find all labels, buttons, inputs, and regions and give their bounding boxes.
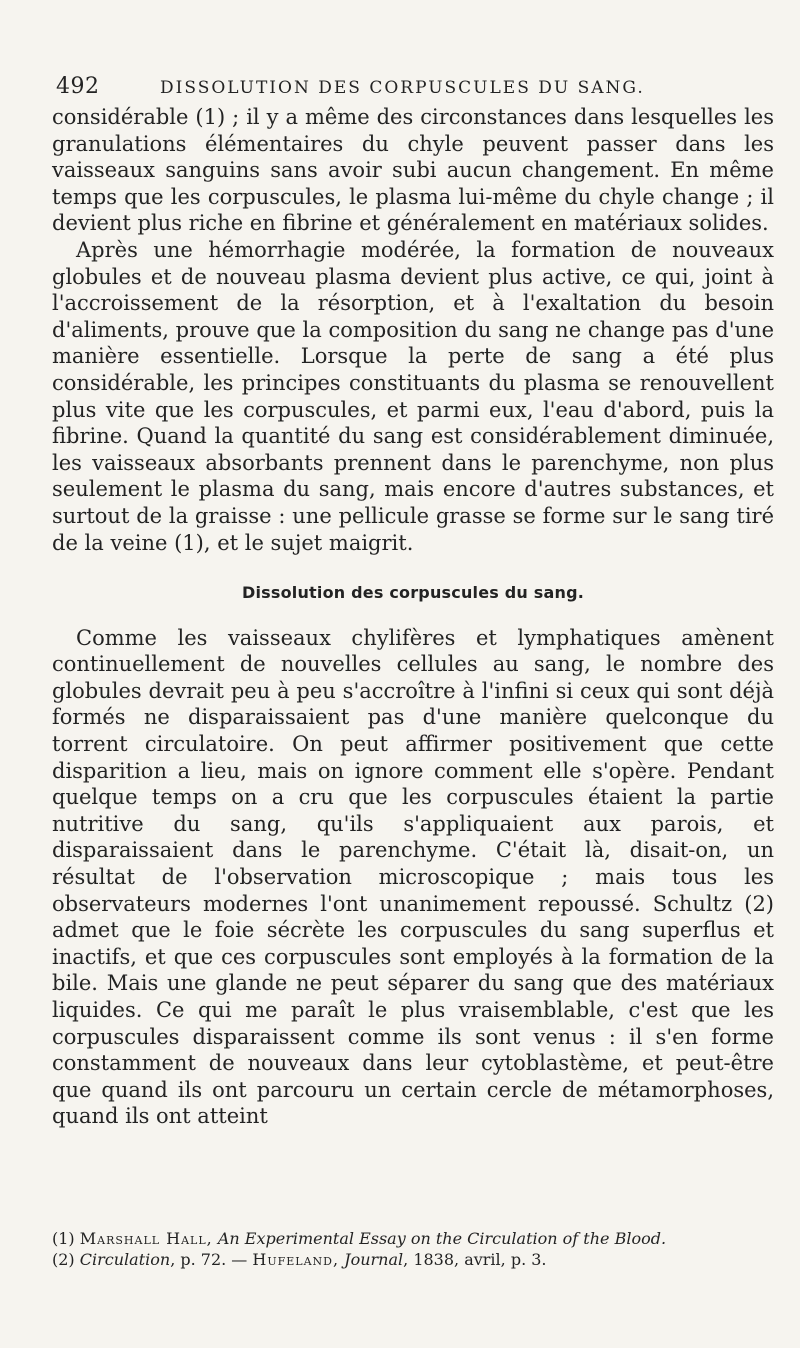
paragraph-continuation: considérable (1) ; il y a même des circonstances dans lesquelles les granulations élémentaires du chyle peuvent passer dans les vaisseaux sanguins sans avoir subi aucun changement. En même temps que les corpuscules, le plasma lui-même du chyle change ; il devient plus riche en fibrine et généralement en matériaux solides.	[52, 105, 774, 236]
footnote-2	[52, 1249, 774, 1270]
footnote-2-pages: , p. 72. —	[170, 1250, 248, 1269]
paragraph-dissolution: Comme les vaisseaux chylifères et lymphatiques amènent continuellement de nouvelles cellules au sang, le nombre des globules devrait peu à peu s'accroître à l'infini si ceux qui sont déjà formés ne disparaissaient pas d'une manière quelconque du torrent circulatoire. On peut affirmer positivement que cette disparition a lieu, mais on ignore comment elle s'opère. Pendant quelque temps on a cru que les corpuscules étaient la partie nutritive du sang, qu'ils s'appliquaient aux parois, et disparaissaient dans le parenchyme. C'était là, disait-on, un résultat de l'observation microscopique ; mais tous les observateurs modernes l'ont unanimement repoussé. Schultz (2) admet que le foie sécrète les corpuscules du sang superflus et inactifs, et que ces corpuscules sont employés à la formation de la bile. Mais une glande ne peut séparer du sang que des matériaux liquides. Ce qui me paraît le plus vraisemblable, c'est que les corpuscules disparaissent comme ils sont venus : il s'en forme constamment de nouveaux dans leur cytoblastème, et peut-être que quand ils ont parcouru un certain cercle de métamorphoses, quand ils ont atteint	[52, 625, 774, 1129]
page-body	[52, 104, 774, 1130]
paragraph-hemorrhage: Après une hémorrhagie modérée, la formation de nouveaux globules et de nouveau plasma devient plus active, ce qui, joint à l'accroissement de la résorption, et à l'exaltation du besoin d'aliments, prouve que la composition du sang ne change pas d'une manière essentielle. Lorsque la perte de sang a été plus considérable, les principes constituants du plasma se renouvellent plus vite que les corpuscules, et parmi eux, l'eau d'abord, puis la fibrine. Quand la quantité du sang est considérablement diminuée, les vaisseaux absorbants prennent dans le parenchyme, non plus seulement le plasma du sang, mais encore d'autres substances, et surtout de la graisse : une pellicule grasse se forme sur le sang tiré de la veine (1), et le sujet maigrit.	[52, 237, 774, 555]
running-head: DISSOLUTION DES CORPUSCULES DU SANG.	[160, 78, 645, 98]
footnote-2-author: Hufeland,	[252, 1250, 340, 1269]
page-header	[56, 74, 774, 100]
footnote-1-title: An Experimental Essay on the Circulation of the Blood.	[217, 1229, 667, 1248]
footnotes	[52, 1228, 774, 1270]
footnote-2-journal: Journal	[344, 1250, 404, 1269]
footnote-1-author: Marshall Hall,	[79, 1229, 213, 1248]
footnote-2-date: , 1838, avril, p. 3.	[403, 1250, 547, 1269]
section-title: Dissolution des corpuscules du sang.	[241, 583, 585, 603]
footnote-1-mark: (1)	[52, 1229, 75, 1248]
footnote-2-title: Circulation	[79, 1250, 171, 1269]
footnote-1	[52, 1228, 774, 1249]
page-number: 492	[56, 74, 100, 99]
footnote-2-mark: (2)	[52, 1250, 75, 1269]
